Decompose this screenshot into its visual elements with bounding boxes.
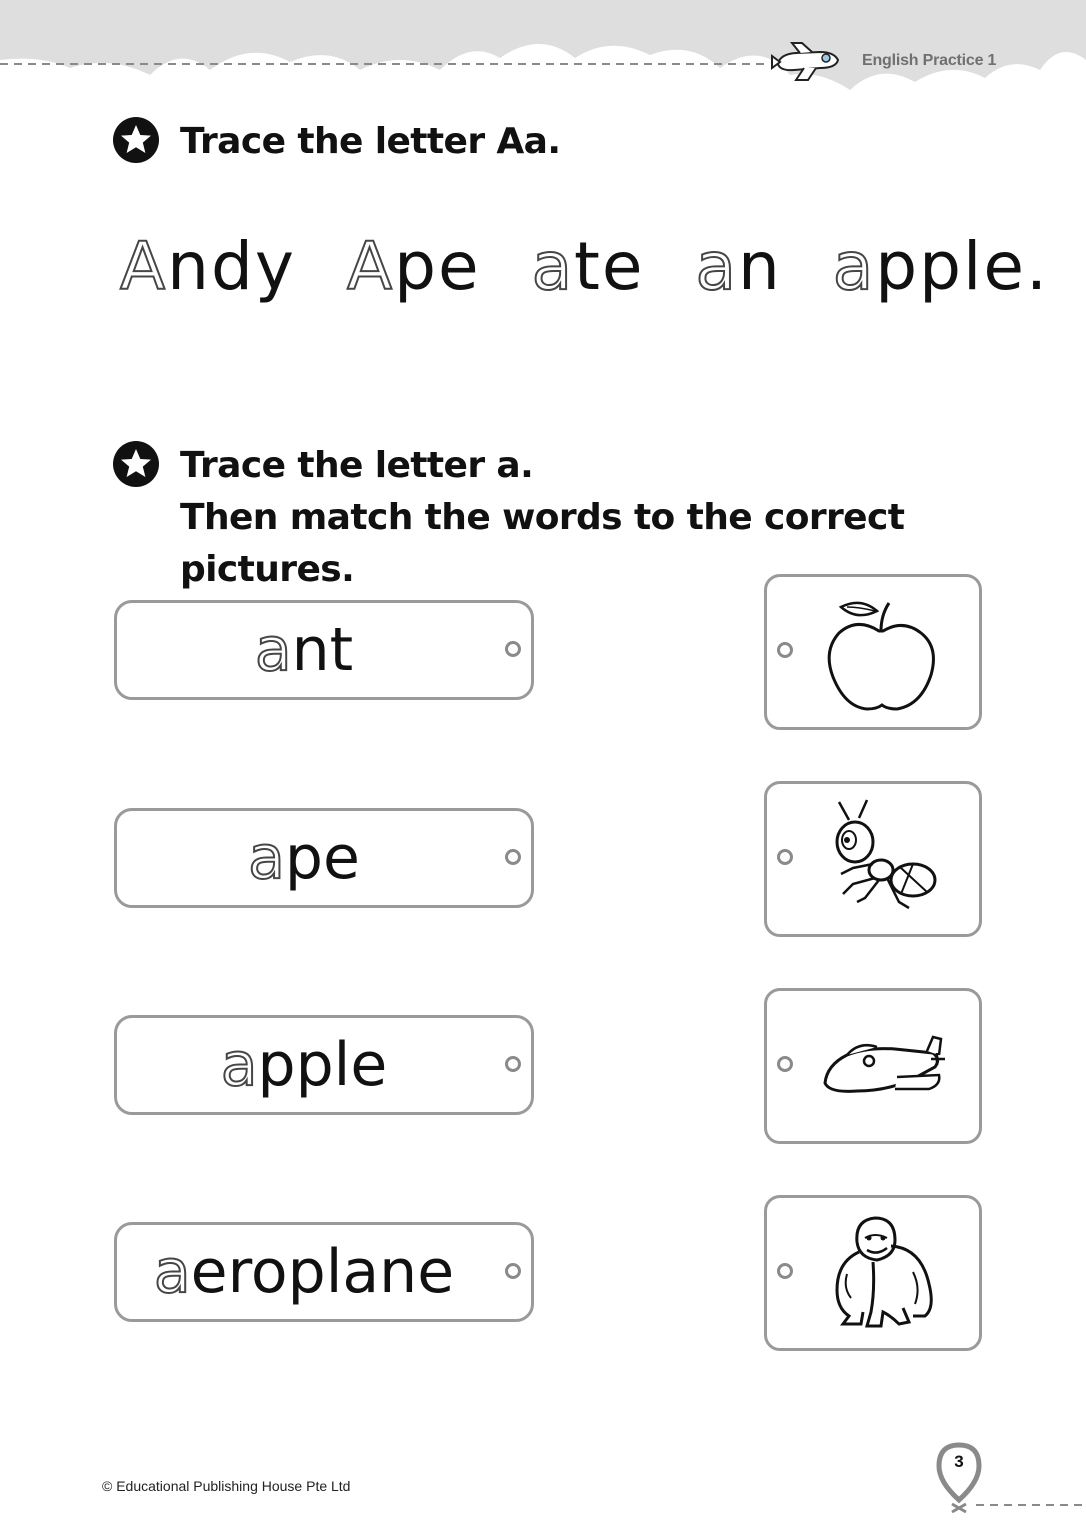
instruction-text: Trace the letter Aa. (180, 121, 561, 162)
word-card-aeroplane[interactable] (114, 1222, 534, 1322)
word-rest: pe (394, 228, 481, 305)
star-icon (112, 440, 160, 488)
word-card-ape[interactable] (114, 808, 534, 908)
match-dot[interactable] (505, 641, 521, 657)
picture-card-aeroplane[interactable] (764, 988, 982, 1144)
word-text (117, 811, 491, 905)
word-text (117, 1225, 491, 1319)
trace-letter: A (346, 228, 395, 305)
instruction-text (180, 440, 1086, 596)
star-icon (112, 116, 160, 164)
match-dot[interactable] (505, 1263, 521, 1279)
word-rest: eroplane (190, 1237, 455, 1307)
book-title: English Practice 1 (862, 52, 997, 69)
footer-dashed-line (976, 1503, 1086, 1507)
picture-card-apple[interactable] (764, 574, 982, 730)
trace-letter: a (220, 1030, 258, 1100)
trace-letter: a (531, 228, 575, 305)
word-rest: pple. (875, 228, 1049, 305)
trace-letter: a (248, 823, 285, 893)
match-dot[interactable] (777, 1263, 793, 1279)
plane-logo-icon (770, 40, 842, 82)
trace-letter: a (832, 228, 876, 305)
page-number: 3 (954, 1452, 964, 1471)
word-card-ant[interactable] (114, 600, 534, 700)
sentence-word (696, 212, 782, 322)
trace-letter: A (120, 228, 168, 305)
sentence-word (532, 212, 645, 322)
word-rest: n (737, 228, 782, 305)
match-dot[interactable] (505, 1056, 521, 1072)
ape-icon (817, 1212, 947, 1334)
trace-letter: a (254, 615, 292, 685)
word-text (117, 1018, 491, 1112)
match-dot[interactable] (505, 849, 521, 865)
trace-letter: a (153, 1237, 191, 1307)
match-dot[interactable] (777, 642, 793, 658)
match-dot[interactable] (777, 849, 793, 865)
sentence-word (347, 212, 481, 322)
word-rest: ndy (167, 228, 296, 305)
instruction-trace-Aa (112, 116, 560, 168)
match-dot[interactable] (777, 1056, 793, 1072)
copyright-text: © Educational Publishing House Pte Ltd (102, 1478, 351, 1494)
ant-icon (817, 798, 947, 920)
word-rest: nt (291, 615, 354, 685)
word-rest: te (574, 228, 645, 305)
instruction-trace-and-match (112, 440, 1086, 596)
sentence-word (833, 212, 1049, 322)
word-rest: pple (257, 1030, 388, 1100)
word-card-apple[interactable] (114, 1015, 534, 1115)
instruction-line-2: Then match the words to the correct pictures. (180, 497, 905, 590)
tracing-sentence (120, 212, 1049, 322)
picture-card-ant[interactable] (764, 781, 982, 937)
instruction-line-1: Trace the letter a. (180, 445, 534, 486)
aeroplane-icon (817, 1005, 947, 1127)
word-rest: pe (284, 823, 360, 893)
sentence-word (120, 212, 296, 322)
picture-card-ape[interactable] (764, 1195, 982, 1351)
word-text (117, 603, 491, 697)
apple-icon (817, 591, 947, 713)
trace-letter: a (695, 228, 738, 305)
